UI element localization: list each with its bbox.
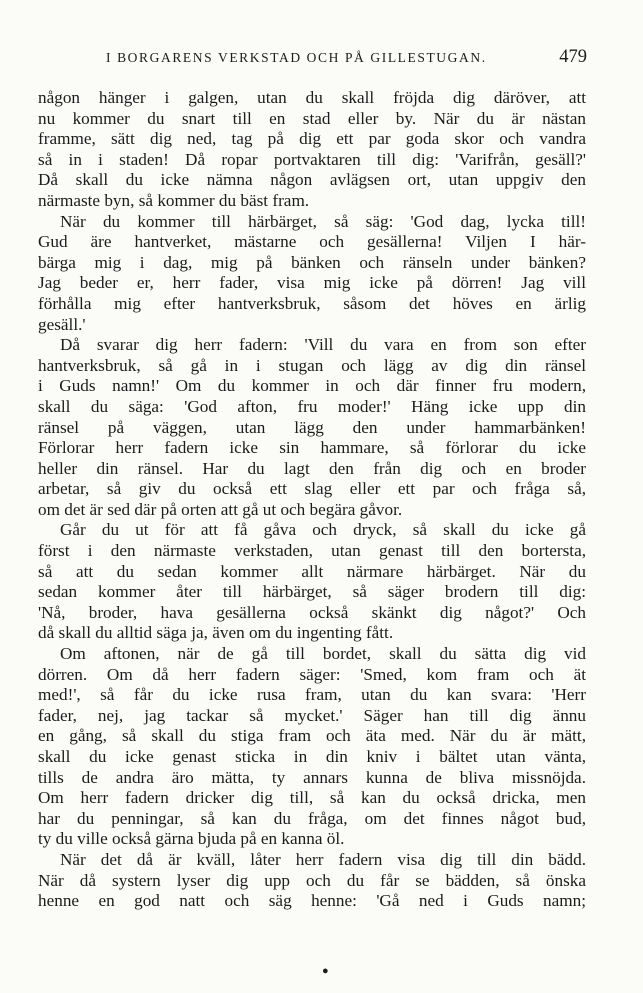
text-line: arbetar, så giv du också ett slag eller ett par och fråga så, <box>38 479 586 499</box>
text-line: gesäll.' <box>38 314 86 334</box>
text-line: Om aftonen, när de gå till bordet, skall du sätta dig vid <box>60 644 586 664</box>
text-line: i Guds namn!' Om du kommer in och där finner fru modern, <box>38 376 586 396</box>
footer-printer-mark: ● <box>322 965 329 977</box>
text-line: hantverksbruk, så gå in i stugan och lägg av dig din ränsel <box>38 355 586 375</box>
text-line: Förlorar herr fadern icke sin hammare, så förlorar du icke <box>38 438 586 458</box>
text-line: När du kommer till härbärget, så säg: 'God dag, lycka till! <box>60 211 586 231</box>
text-line: När då systern lyser dig upp och du får se bädden, så önska <box>38 870 586 890</box>
text-line: någon hänger i galgen, utan du skall fröjda dig däröver, att <box>38 88 586 107</box>
text-line: då skall du alltid säga ja, även om du ingenting fått. <box>38 623 394 643</box>
text-line: När det då är kväll, låter herr fadern visa dig till din bädd. <box>60 849 586 869</box>
text-line: ty du ville också gärna bjuda på en kanna öl. <box>38 829 345 849</box>
text-line: Går du ut för att få gåva och dryck, så skall du icke gå <box>60 520 586 540</box>
text-line: Då skall du icke nämna någon avlägsen ort, utan uppgiv den <box>38 170 586 190</box>
text-line: först i den närmaste verkstaden, utan genast till den bortersta, <box>38 541 586 561</box>
text-line: har du penningar, så kan du fråga, om det finnes något bud, <box>38 808 586 828</box>
text-line: henne en god natt och säg henne: 'Gå ned i Guds namn; <box>38 891 586 911</box>
text-line: bärga mig i dag, mig på bänken och ränseln under bänken? <box>38 252 586 272</box>
text-line: tills de andra äro mätta, ty annars kunna de bliva missnöjda. <box>38 767 586 787</box>
text-line: nu kommer du snart till en stad eller by. När du är nästan <box>38 108 586 128</box>
page-number: 479 <box>559 47 587 67</box>
text-line: så att du sedan kommer allt närmare härbärget. När du <box>38 561 586 581</box>
running-header <box>40 47 587 71</box>
text-line: Jag beder er, herr fader, visa mig icke på dörren! Jag vill <box>38 273 586 293</box>
text-line: om det är sed där på orten att gå ut och begära gåvor. <box>38 499 403 519</box>
running-title: I BORGARENS VERKSTAD OCH PÅ GILLESTUGAN. <box>106 50 487 65</box>
text-line: framme, sätt dig ned, tag på dig ett par goda skor och vandra <box>38 129 586 149</box>
text-line: 'Nå, broder, hava gesällerna också skänkt dig något?' Och <box>38 602 586 622</box>
text-line: ränsel på väggen, utan lägg den under hammarbänken! <box>38 417 586 437</box>
text-line: skall du säga: 'God afton, fru moder!' Häng icke upp din <box>38 396 586 416</box>
text-line: förhålla mig efter hantverksbruk, såsom det höves en ärlig <box>38 293 586 313</box>
text-line: Gud äre hantverket, mästarne och gesällerna! Viljen I här- <box>38 232 586 252</box>
text-line: dörren. Om då herr fadern säger: 'Smed, kom fram och ät <box>38 664 586 684</box>
text-line: Om herr fadern dricker dig till, så kan du också dricka, men <box>38 788 586 808</box>
text-line: Då svarar dig herr fadern: 'Vill du vara en from son efter <box>60 335 586 355</box>
text-line: sedan kommer åter till härbärget, så säger brodern till dig: <box>38 582 586 602</box>
body-text <box>38 88 586 912</box>
text-line: så in i staden! Då ropar portvaktaren till dig: 'Varifrån, gesäll?' <box>38 149 586 169</box>
text-line: heller din ränsel. Har du lagt den från dig och en broder <box>38 458 586 478</box>
text-line: fader, nej, jag tackar så mycket.' Säger han till dig ännu <box>38 705 586 725</box>
text-line: med!', så får du icke rusa fram, utan du kan svara: 'Herr <box>38 685 586 705</box>
text-line: närmaste byn, så kommer du bäst fram. <box>38 190 310 210</box>
text-line: en gång, så skall du stiga fram och äta med. När du är mätt, <box>38 726 586 746</box>
text-line: skall du icke genast sticka in din kniv i bältet utan vänta, <box>38 747 586 766</box>
